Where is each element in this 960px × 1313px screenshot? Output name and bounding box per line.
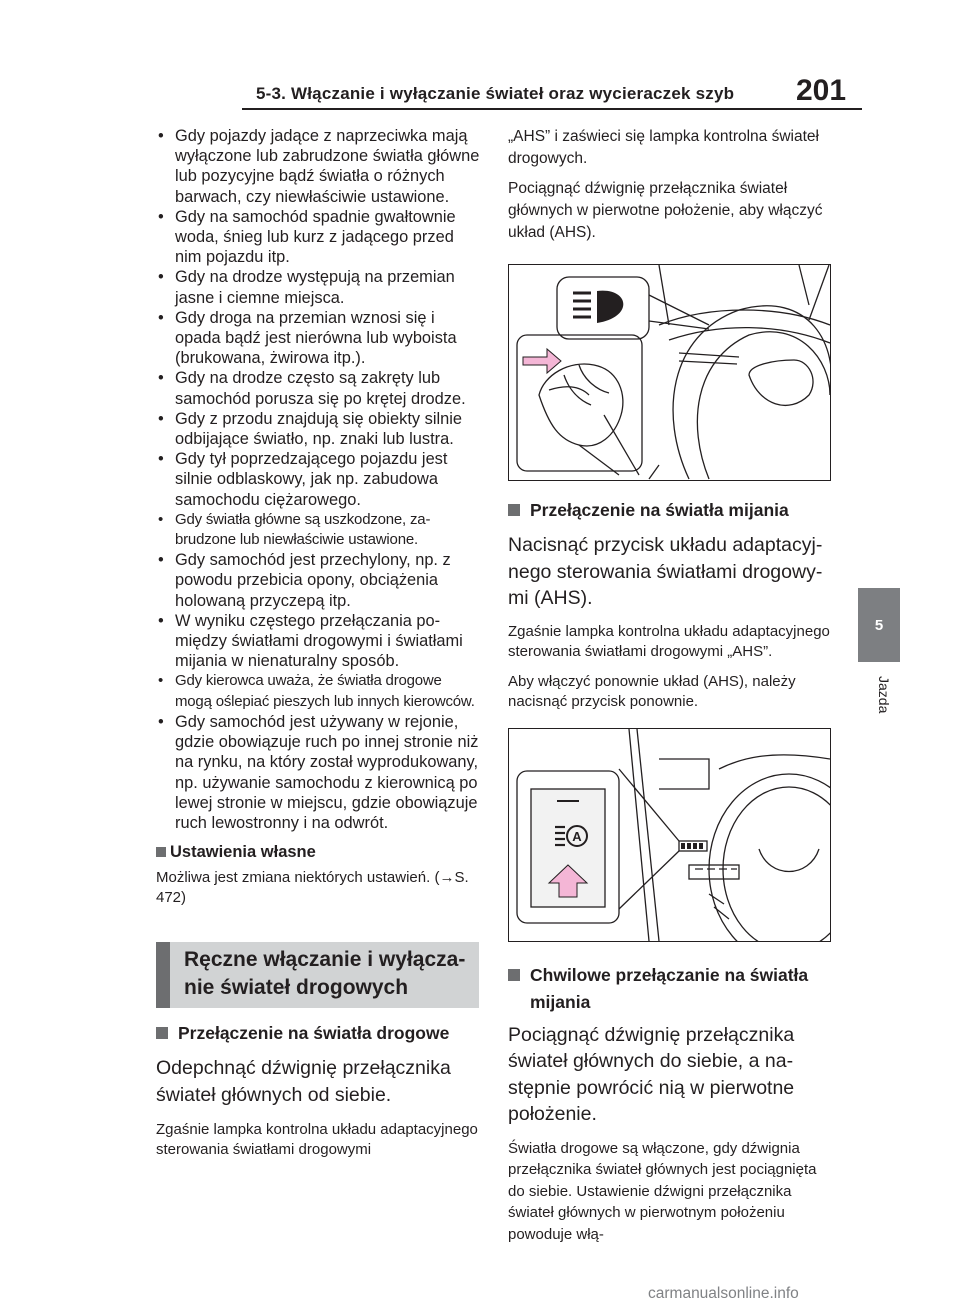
- flash-heading: Chwilowe przełączanie na światła mijania: [508, 962, 833, 1016]
- list-item: • Gdy droga na przemian wznosi się i opada bądź jest nierówna lub wyboista (brukowana, żwirowa itp.).: [156, 308, 480, 369]
- flash-instruction: Pociągnąć dźwignię przełącznika świateł głównych do siebie, a następnie powrócić nią w pierwotne położenie.: [508, 1023, 795, 1125]
- right-column: [508, 126, 833, 1245]
- list-item: • Gdy samochód jest przechylony, np. z powodu przebicia opony, obciążenia holowaną przyczepą itp.: [156, 550, 480, 611]
- square-bullet-icon: [156, 847, 166, 857]
- ahs-enable-text: Pociągnąć dźwignię przełącznika świateł głównych w pierwotne położenie, aby włączyć układ (AHS).: [508, 180, 823, 241]
- list-item: • Gdy światła główne są uszkodzone, zabrudzone lub niewłaściwie ustawione.: [156, 510, 480, 550]
- header-divider: [242, 108, 862, 110]
- square-bullet-icon: [508, 969, 520, 981]
- list-item: • Gdy samochód jest używany w rejonie, gdzie obowiązuje ruch po innej stronie niż na rynku, na który został wyprodukowany, np. używanie samochodu z kierownicą po lewej stronie w miejscu, gdzie obowiązuje ruch lewostronny i na odwrót.: [156, 712, 480, 833]
- page-header-title: 5-3. Włączanie i wyłączanie świateł oraz wycieraczek szyb: [256, 84, 735, 103]
- high-beam-heading: Przełączenie na światła drogowe: [156, 1020, 480, 1047]
- list-item: • W wyniku częstego przełączania pomiędzy światłami drogowymi i światłami mijania w nienaturalny sposób.: [156, 611, 480, 672]
- page-number: 201: [796, 74, 847, 107]
- square-bullet-icon: [508, 504, 520, 516]
- ahs-button-figure: [508, 728, 831, 942]
- lever-illustration: [509, 265, 830, 480]
- list-item: • Gdy na samochód spadnie gwałtownie woda, śnieg lub kurz z jadącego przed nim pojazdu itp.: [156, 207, 480, 268]
- list-item: • Gdy tył poprzedzającego pojazdu jest silnie odblaskowy, jak np. zabudowa samochodu ciężarowego.: [156, 449, 480, 510]
- flash-note: Światła drogowe są włączone, gdy dźwignia przełącznika świateł głównych jest pociągnięta do siebie. Ustawienie dźwigni przełącznika świateł głównych w pierwotnym położeniu powoduje włą-: [508, 1139, 817, 1243]
- section-title: Ręczne włączanie i wyłączanie świateł drogowych: [156, 942, 479, 1008]
- headlight-lever-figure: [508, 264, 831, 481]
- high-beam-instruction: Odepchnąć dźwignię przełącznika świateł głównych od siebie.: [156, 1057, 451, 1106]
- list-item: • Gdy z przodu znajdują się obiekty silnie odbijające światło, np. znaki lub lustra.: [156, 409, 480, 449]
- push-arrow-icon: [523, 349, 561, 373]
- low-beam-instruction: Nacisnąć przycisk układu adaptacyjnego sterowania światłami drogowymi (AHS).: [508, 534, 823, 609]
- high-beam-note: Zgaśnie lampka kontrolna układu adaptacyjnego sterowania światłami drogowymi: [156, 1121, 478, 1159]
- left-column: [156, 126, 480, 1160]
- ahs-letter: A: [572, 828, 582, 844]
- chapter-tab[interactable]: 5: [858, 588, 900, 662]
- list-item: • Gdy pojazdy jadące z naprzeciwka mają wyłączone lub zabrudzone światła główne lub pozycyjne bądź światła o różnych barwach, czy niewłaściwie ustawione.: [156, 126, 480, 207]
- high-beam-icon: [573, 291, 623, 323]
- ahs-indicator-text: „AHS” i zaświeci się lampka kontrolna świateł drogowych.: [508, 128, 819, 167]
- low-beam-note: Zgaśnie lampka kontrolna układu adaptacyjnego sterowania światłami drogowymi „AHS”.: [508, 622, 830, 660]
- ahs-reenable-note: Aby włączyć ponownie układ (AHS), należy nacisnąć przycisk ponownie.: [508, 672, 796, 710]
- settings-text: Możliwa jest zmiana niektórych ustawień. (→S. 472): [156, 869, 469, 907]
- list-item: • Gdy kierowca uważa, że światła drogowe mogą oślepiać pieszych lub innych kierowców.: [156, 671, 480, 711]
- chapter-label: Jazda: [876, 676, 892, 714]
- conditions-list: [156, 126, 480, 833]
- watermark: carmanualsonline.info: [648, 1285, 799, 1302]
- square-bullet-icon: [156, 1027, 168, 1039]
- settings-heading: Ustawienia własne: [156, 843, 480, 862]
- list-item: • Gdy na drodze występują na przemian jasne i ciemne miejsca.: [156, 267, 480, 307]
- list-item: • Gdy na drodze często są zakręty lub samochód porusza się po krętej drodze.: [156, 368, 480, 408]
- low-beam-heading: Przełączenie na światła mijania: [508, 497, 833, 524]
- ahs-button-illustration: [509, 729, 830, 941]
